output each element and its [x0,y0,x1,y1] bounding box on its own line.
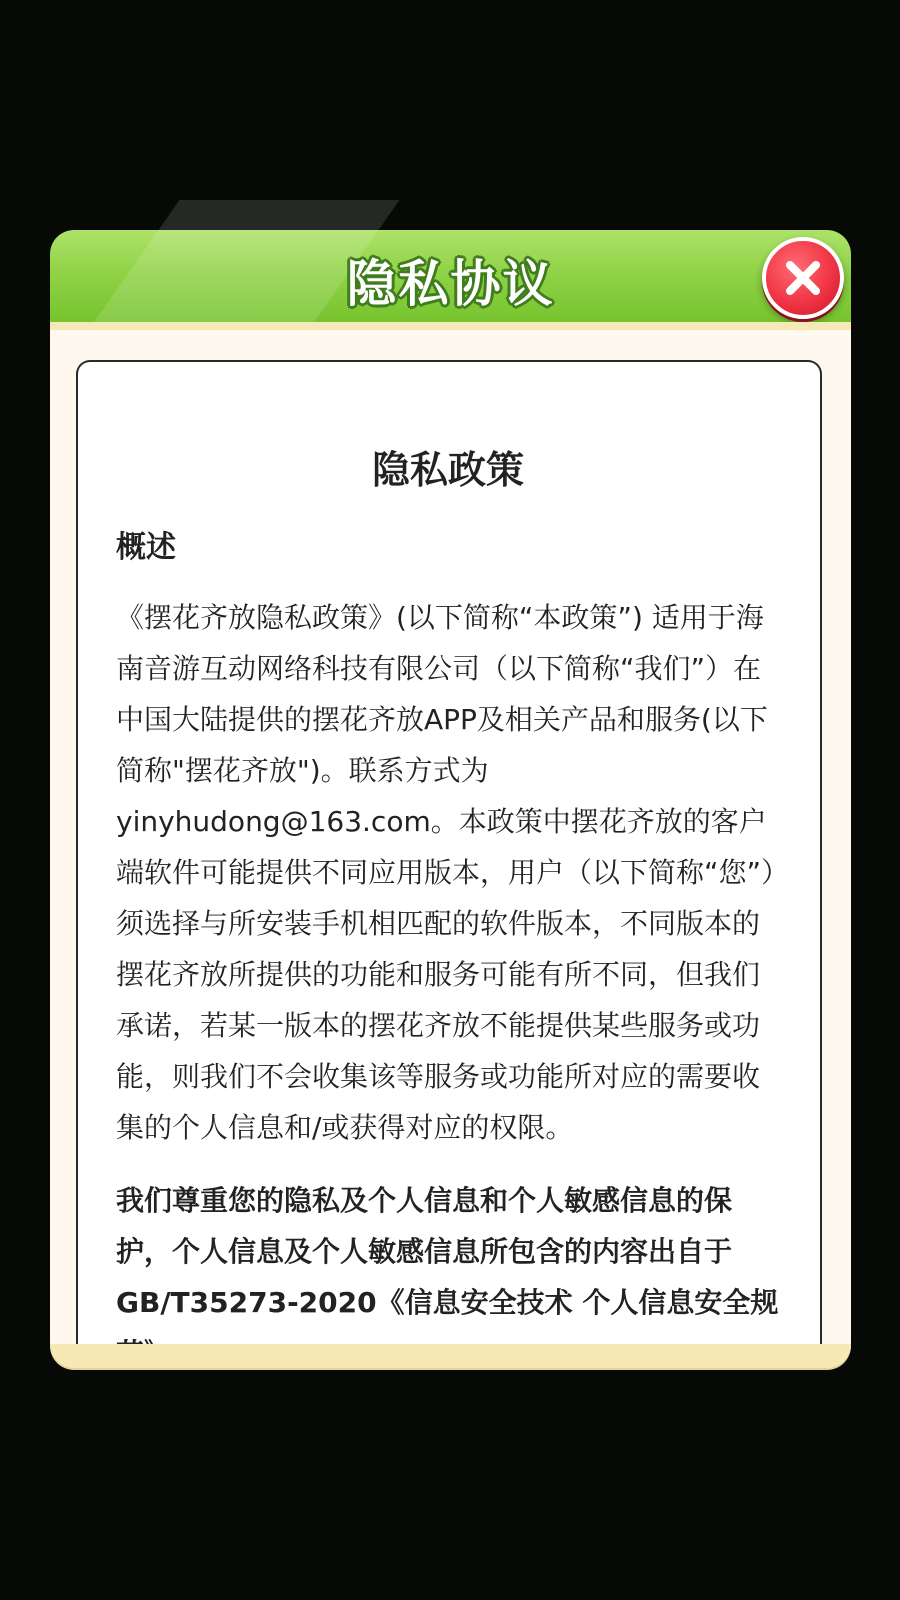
dialog-title: 隐私协议 [346,255,555,313]
dialog-body [50,330,851,1368]
section-heading-overview: 概述 [116,530,176,565]
policy-scroll-area[interactable] [76,360,822,1350]
policy-title: 隐私政策 [371,448,524,492]
close-x-icon [782,257,824,299]
dialog-header [50,230,851,330]
dialog-bottom-edge [50,1344,851,1368]
close-button[interactable] [762,237,844,319]
privacy-dialog [50,230,851,1368]
policy-paragraph-overview: 《摆花齐放隐私政策》(以下简称“本政策”) 适用于海南音游互动网络科技有限公司（以下简称“我们”）在中国大陆提供的摆花齐放APP及相关产品和服务(以下简称"摆花齐放")。联系方式为yinyhudong@163.com。本政策中摆花齐放的客户端软件可能提供不同应用版本，用户（以下简称“您”）须选择与所安装手机相匹配的软件版本，不同版本的摆花齐放所提供的功能和服务可能有所不同，但我们承诺，若某一版本的摆花齐放不能提供某些服务或功能，则我们不会收集该等服务或功能所对应的需要收集的个人信息和/或获得对应的权限。 [116,601,776,1144]
policy-paragraph-privacy-respect: 我们尊重您的隐私及个人信息和个人敏感信息的保护，个人信息及个人敏感信息所包含的内容出自于GB/T35273-2020《信息安全技术 个人信息安全规 [116,1184,779,1319]
